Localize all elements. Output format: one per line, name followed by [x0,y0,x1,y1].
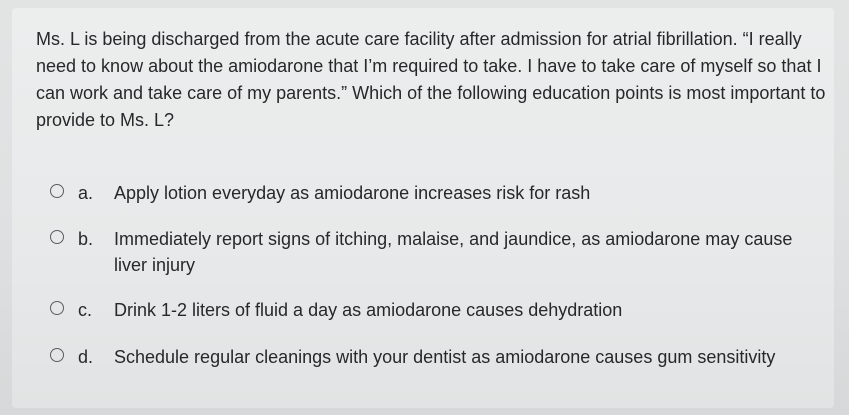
option-c[interactable] [50,297,830,323]
option-b[interactable] [50,226,830,278]
radio-button-c[interactable] [50,301,64,315]
option-text-d: Schedule regular cleanings with your dentist as amiodarone causes gum sensitivity [114,347,776,367]
option-text-a: Apply lotion everyday as amiodarone increases risk for rash [114,183,591,203]
radio-button-b[interactable] [50,230,64,244]
option-letter-b: b. [78,229,94,249]
option-letter-c: c. [78,300,93,320]
option-letter-a: a. [78,183,94,203]
question-card [12,8,834,408]
radio-button-d[interactable] [50,348,64,362]
option-text-b: Immediately report signs of itching, malaise, and jaundice, as amiodarone may cause liver injury [114,229,793,275]
question-text: Ms. L is being discharged from the acute care facility after admission for atrial fibrillation. “I really need to know about the amiodarone that I’m required to take. I have to take care of myself so that I can work and take care of my parents.” Which of the following education points is most important to provide to Ms. L? [36,29,826,130]
option-text-c: Drink 1-2 liters of fluid a day as amiodarone causes dehydration [114,300,623,320]
option-letter-d: d. [78,347,94,367]
option-a[interactable] [50,180,830,206]
option-d[interactable] [50,344,830,370]
radio-button-a[interactable] [50,184,64,198]
